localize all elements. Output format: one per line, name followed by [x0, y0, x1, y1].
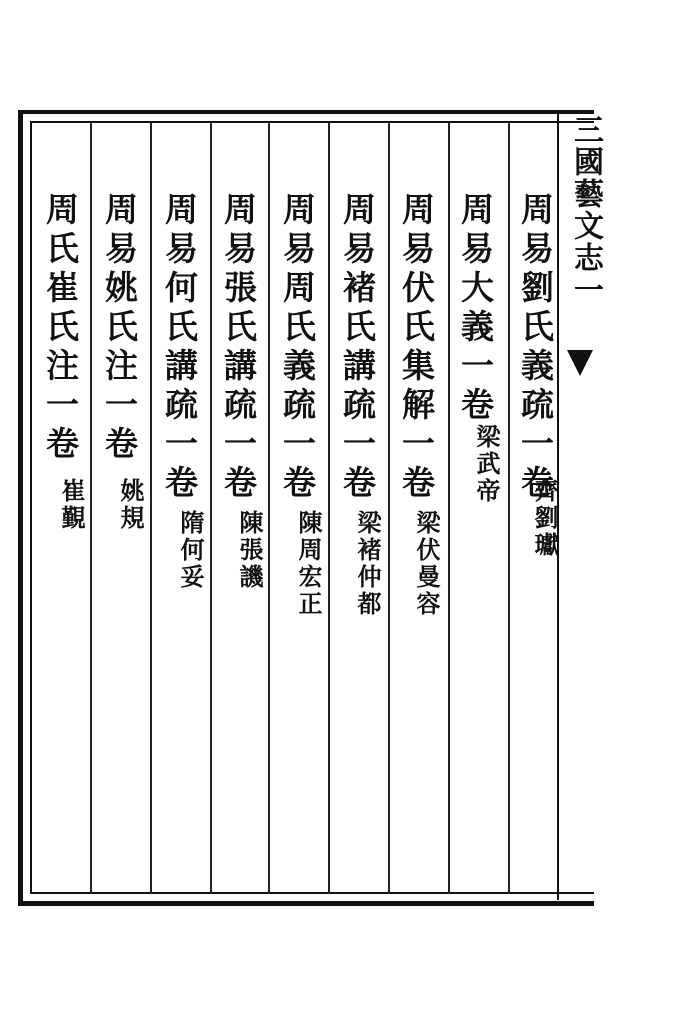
- column-rule: [150, 122, 152, 894]
- entry-title: 周氏崔氏注一卷: [41, 192, 80, 465]
- entry-author-note: 姚規: [116, 478, 145, 532]
- entry-author-note: 梁武帝: [472, 424, 501, 505]
- entry-title: 周易姚氏注一卷: [100, 192, 139, 465]
- column-rule: [268, 122, 270, 894]
- entry-title: 周易何氏講疏一卷: [160, 192, 199, 504]
- entry-title: 周易褚氏講疏一卷: [338, 192, 377, 504]
- entry-title: 周易大義一卷: [456, 192, 495, 426]
- entry-author-note: 齊劉瓛: [530, 478, 559, 559]
- entry-title: 周易劉氏義疏一卷: [516, 192, 555, 504]
- entry-author-note: 梁伏曼容: [412, 510, 441, 618]
- fish-tail-mark-icon: [567, 350, 593, 376]
- entry-title: 周易周氏義疏一卷: [278, 192, 317, 504]
- entry-author-note: 陳周宏正: [294, 510, 323, 618]
- entry-title: 周易伏氏集解一卷: [397, 192, 436, 504]
- entry-author-note: 隋何妥: [176, 510, 205, 591]
- column-rule: [90, 122, 92, 894]
- column-rule: [448, 122, 450, 894]
- column-rule: [508, 122, 510, 894]
- page-margin-title: 三國藝文志一: [568, 114, 603, 306]
- column-rule: [328, 122, 330, 894]
- entry-author-note: 崔覲: [57, 478, 86, 532]
- column-rule: [388, 122, 390, 894]
- column-rule: [210, 122, 212, 894]
- entry-author-note: 梁褚仲都: [353, 510, 382, 618]
- entry-author-note: 陳張譏: [235, 510, 264, 591]
- entry-title: 周易張氏講疏一卷: [219, 192, 258, 504]
